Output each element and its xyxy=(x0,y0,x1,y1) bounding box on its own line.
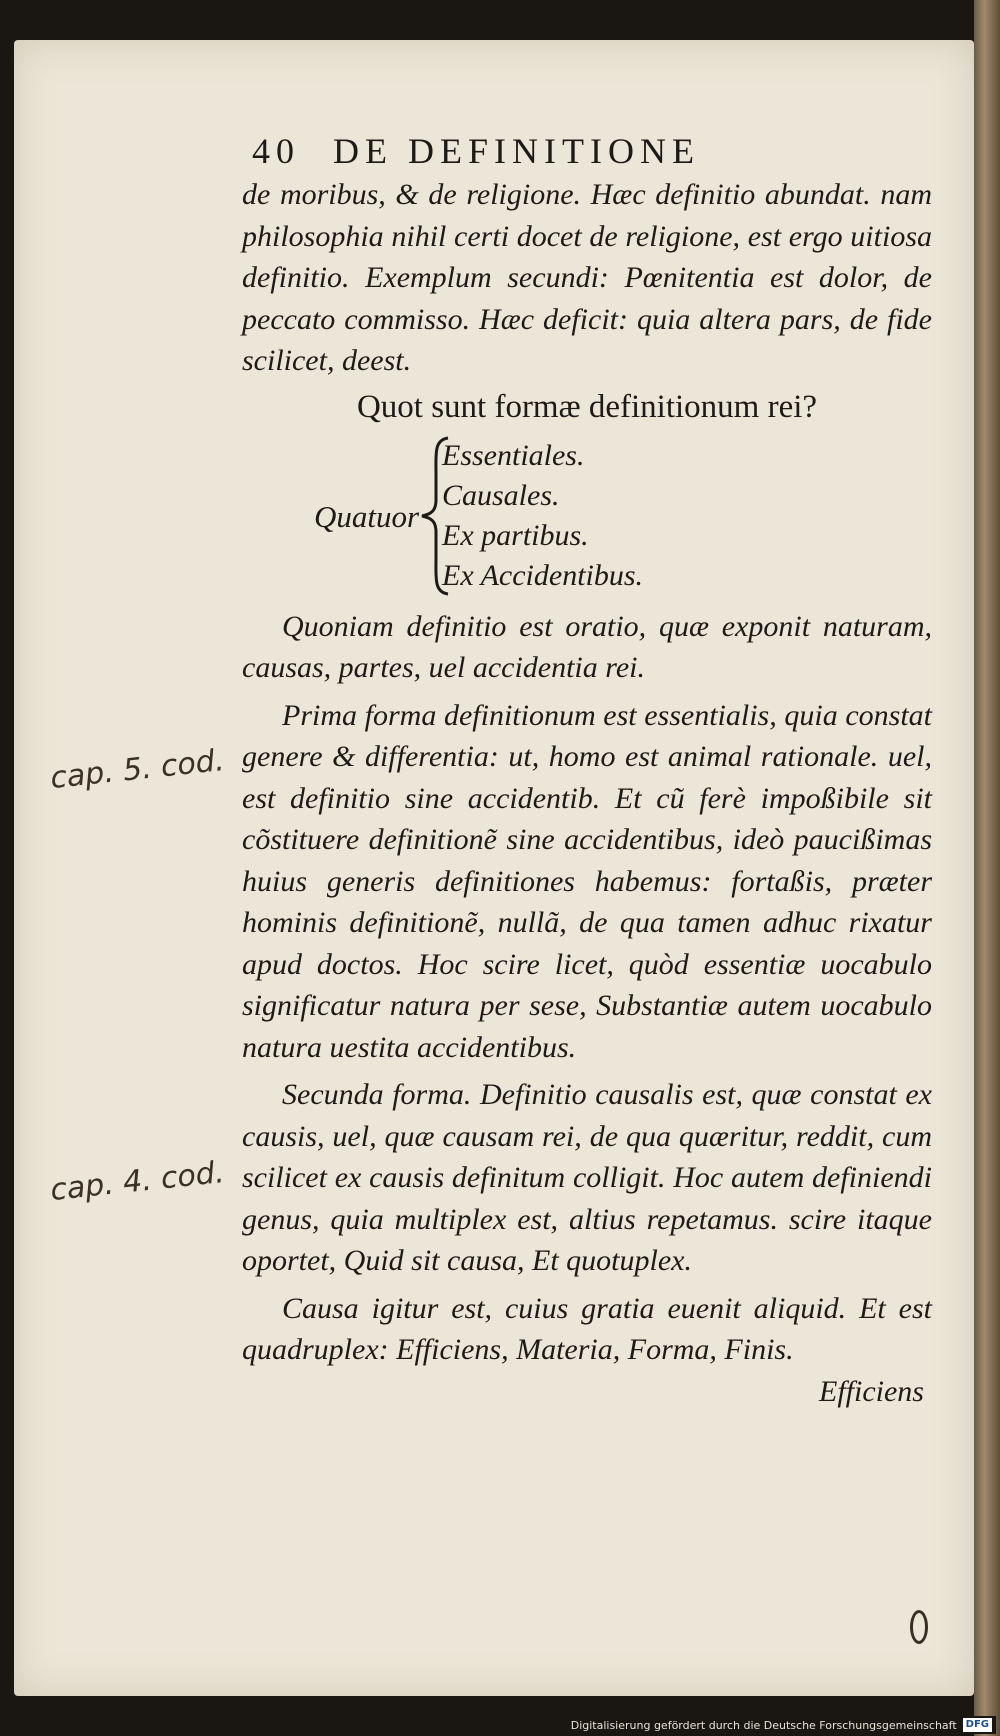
book-edge xyxy=(974,0,1000,1736)
form-list xyxy=(442,436,643,596)
list-item: Causales. xyxy=(442,478,560,512)
paragraph-1: de moribus, & de religione. Hæc definitio abundat. nam philosophia nihil certi docet de religione, est ergo uitiosa definitio. Exemplum secundi: Pœnitentia est dolor, de peccato commisso. Hæc deficit: quia altera pars, de fide scilicet, deest. xyxy=(242,178,932,377)
running-head xyxy=(252,128,932,174)
dfg-logo: DFG xyxy=(963,1718,992,1732)
paragraph-4: Secunda forma. Definitio causalis est, quæ constat ex causis, uel, quæ causam rei, de qua quæritur, reddit, cum scilicet ex causis definitum colligit. Hoc autem definiendi genus, quia multiplex est, altius repetamus. scire itaque oportet, Quid sit causa, Et quotuplex. xyxy=(242,1078,932,1277)
catchword: Efficiens xyxy=(819,1374,924,1408)
digitization-credit xyxy=(567,1716,996,1734)
paragraph-2: Quoniam definitio est oratio, quæ exponit naturam, causas, partes, uel accidentia rei. xyxy=(242,609,932,684)
brace-list-group xyxy=(242,434,932,600)
list-item: Essentiales. xyxy=(442,438,585,472)
section-question: Quot sunt formæ definitionum rei? xyxy=(356,388,818,425)
brace-label: Quatuor xyxy=(314,498,420,534)
ink-mark-icon xyxy=(910,1610,928,1644)
page-body xyxy=(242,128,932,1412)
page-number: 40 xyxy=(252,131,300,171)
marginal-note-1: cap. 5. cod. xyxy=(48,742,226,797)
book-page xyxy=(14,40,974,1696)
marginal-note-2: cap. 4. cod. xyxy=(48,1154,226,1209)
credit-text: Digitalisierung gefördert durch die Deutsche Forschungsgemeinschaft xyxy=(570,1718,957,1732)
paragraph-3: Prima forma definitionum est essentialis, quia constat genere & differentia: ut, homo est animal rationale. uel, est definitio sine accidentib. Et cũ ferè impoßibile sit cõstituere definitionẽ sine accidentibus, ideò paucißimas huius generis definitiones habemus: fortaßis, præter hominis definitionẽ, nullã, de qua tamen adhuc rixatur apud doctos. Hoc scire licet, quòd essentiæ uocabulo significatur natura per sese, Substantiæ autem uocabulo natura uestita accidentibus. xyxy=(242,698,932,1064)
list-item: Ex Accidentibus. xyxy=(442,558,644,592)
list-item: Ex partibus. xyxy=(442,518,589,552)
paragraph-5: Causa igitur est, cuius gratia euenit aliquid. Et est quadruplex: Efficiens, Materia, Forma, Finis. xyxy=(242,1291,932,1366)
running-title: DE DEFINITIONE xyxy=(333,131,700,171)
